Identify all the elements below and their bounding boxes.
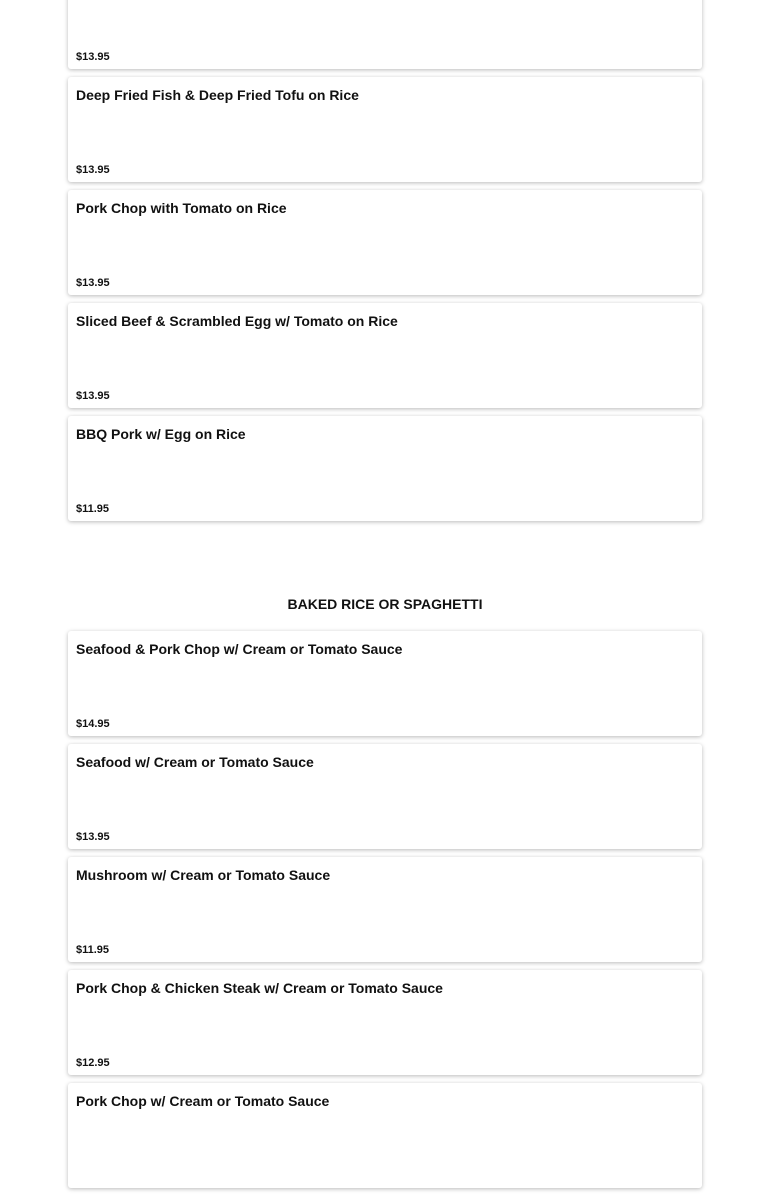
menu-item-price: $11.95 (76, 944, 110, 956)
menu-item-card[interactable] (68, 77, 702, 182)
menu-item-card[interactable] (68, 190, 702, 295)
menu-item-price: $11.95 (76, 503, 110, 515)
menu-item-card[interactable] (68, 970, 702, 1075)
menu-item-card[interactable] (68, 857, 702, 962)
menu-item-name: Sliced Beef & Scrambled Egg w/ Tomato on Rice (76, 313, 398, 329)
menu-item-card[interactable] (68, 303, 702, 408)
menu-item-card[interactable] (68, 631, 702, 736)
menu-item-price: $13.95 (76, 164, 110, 176)
menu-item-price: $13.95 (76, 277, 110, 289)
menu-list-rice (68, 0, 702, 529)
menu-item-price: $13.95 (76, 831, 110, 843)
menu-list-baked (68, 631, 702, 1196)
menu-item-name: BBQ Pork w/ Egg on Rice (76, 426, 246, 442)
menu-item-name: Pork Chop with Tomato on Rice (76, 200, 287, 216)
menu-item-card[interactable] (68, 744, 702, 849)
menu-item-name: Pork Chop w/ Cream or Tomato Sauce (76, 1093, 330, 1109)
menu-item-card[interactable] (68, 0, 702, 69)
menu-item-name: Seafood w/ Cream or Tomato Sauce (76, 754, 314, 770)
menu-item-name: Deep Fried Fish & Deep Fried Tofu on Rice (76, 87, 359, 103)
menu-item-price: $13.95 (76, 390, 110, 402)
menu-item-name: Pork Chop & Chicken Steak w/ Cream or Tomato Sauce (76, 980, 443, 996)
menu-item-card[interactable] (68, 1083, 702, 1188)
section-title-baked: BAKED RICE OR SPAGHETTI (287, 596, 483, 612)
menu-item-card[interactable] (68, 416, 702, 521)
menu-item-name: Mushroom w/ Cream or Tomato Sauce (76, 867, 331, 883)
menu-item-price: $12.95 (76, 1057, 110, 1069)
menu-item-price: $14.95 (76, 718, 110, 730)
menu-item-price: $13.95 (76, 51, 110, 63)
menu-item-name: Seafood & Pork Chop w/ Cream or Tomato Sauce (76, 641, 403, 657)
